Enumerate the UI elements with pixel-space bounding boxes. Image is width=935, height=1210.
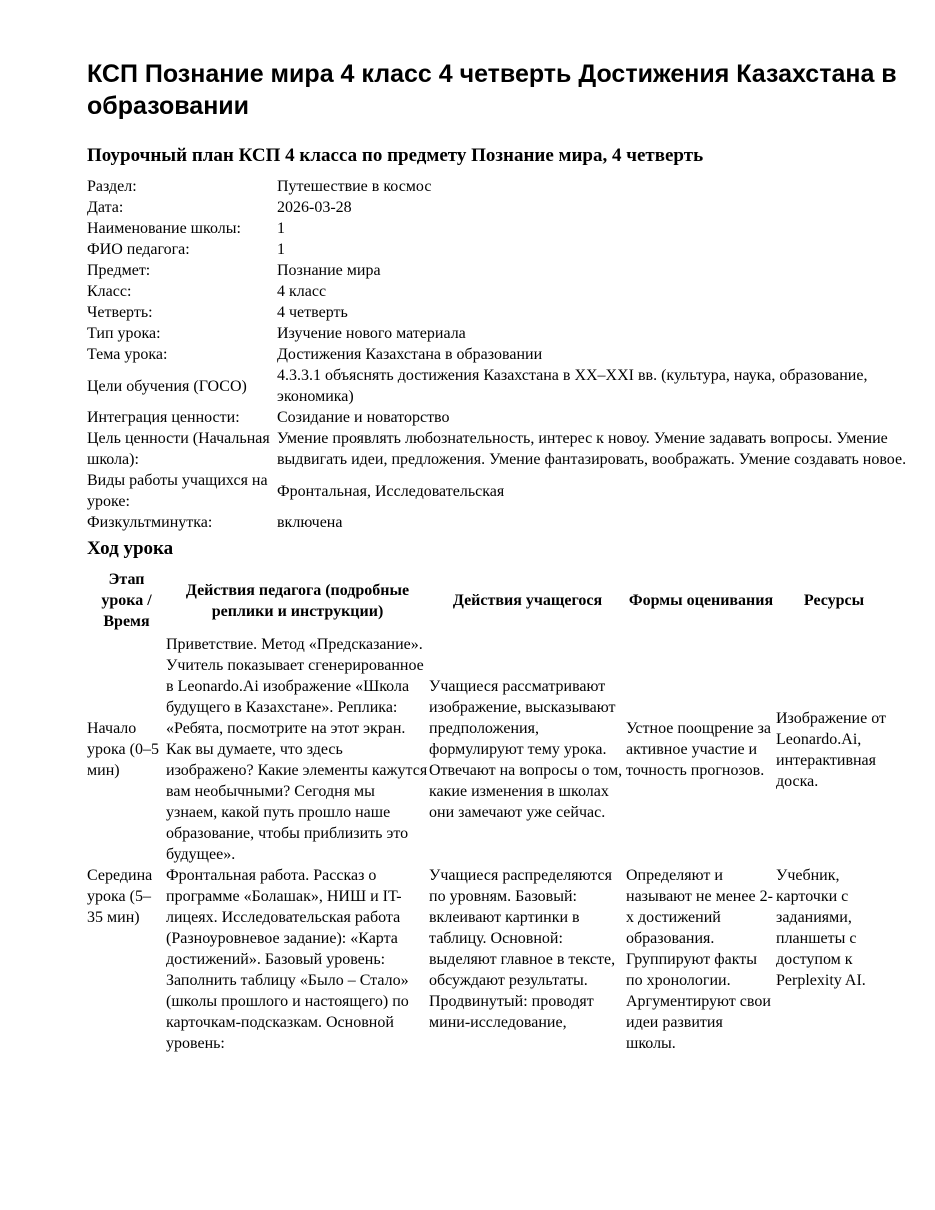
document-title: КСП Познание мира 4 класс 4 четверть Достижения Казахстана в образовании xyxy=(87,60,897,120)
info-value: 4.3.3.1 объяснять достижения Казахстана в ХХ–XXI вв. (культура, наука, образование, экономика) xyxy=(277,367,868,405)
plan-header-row xyxy=(87,567,892,634)
info-value: Умение проявлять любознательность, интерес к новоу. Умение задавать вопросы. Умение выдвигать идеи, предложения. Умение фантазировать, воображать. Умение создавать новое. xyxy=(277,430,907,468)
info-label: Дата: xyxy=(87,199,124,216)
info-row xyxy=(87,239,907,260)
info-row xyxy=(87,260,907,281)
document-page xyxy=(87,58,907,1054)
info-label: Предмет: xyxy=(87,262,151,279)
document-subtitle: Поурочный план КСП 4 класса по предмету Познание мира, 4 четверть xyxy=(87,145,704,166)
info-row xyxy=(87,512,907,533)
info-row xyxy=(87,218,907,239)
teacher-actions-cell: Приветствие. Метод «Предсказание». Учитель показывает сгенерированное в Leonardo.Ai изображение «Школа будущего в Казахстане». Реплика: «Ребята, посмотрите на этот экран. Как вы думаете, что здесь изображено? Какие элементы кажутся вам необычными? Сегодня мы узнаем, какой путь прошло наше образование, чтобы приблизить это будущее». xyxy=(166,636,428,863)
info-label: ФИО педагога: xyxy=(87,241,190,258)
info-value: Созидание и новаторство xyxy=(277,409,450,426)
info-label: Цели обучения (ГОСО) xyxy=(87,377,247,395)
info-value: Фронтальная, Исследовательская xyxy=(277,482,505,500)
info-row xyxy=(87,176,907,197)
lesson-info-table xyxy=(87,176,907,533)
lesson-plan-table xyxy=(87,567,892,1054)
plan-row-middle xyxy=(87,865,892,1054)
info-value: Познание мира xyxy=(277,262,381,279)
assessment-cell: Определяют и называют не менее 2-х достижений образования. Группируют факты по хронологии. Аргументируют свои идеи развития школы. xyxy=(626,867,773,1052)
info-row xyxy=(87,302,907,323)
info-row xyxy=(87,428,907,470)
header-stage: Этап урока / Время xyxy=(101,571,152,630)
student-actions-cell: Учащиеся рассматривают изображение, высказывают предположения, формулируют тему урока. Отвечают на вопросы о том, какие изменения в школах они замечают уже сейчас. xyxy=(429,678,623,821)
info-row xyxy=(87,365,907,407)
info-value: Достижения Казахстана в образовании xyxy=(277,346,543,363)
info-label: Тип урока: xyxy=(87,325,161,342)
info-label: Класс: xyxy=(87,283,132,300)
info-value: 4 класс xyxy=(277,283,327,300)
stage-cell: Начало урока (0–5 мин) xyxy=(87,720,159,779)
teacher-actions-cell: Фронтальная работа. Рассказ о программе «Болашак», НИШ и IT-лицеях. Исследовательская работа (Разноуровневое задание): «Карта достижений». Базовый уровень: Заполнить таблицу «Было – Стало» (школы прошлого и настоящего) по карточкам-подсказкам. Основной уровень: xyxy=(166,867,409,1052)
header-assessment: Формы оценивания xyxy=(628,592,774,609)
header-student-actions: Действия учащегося xyxy=(452,592,603,609)
info-row xyxy=(87,323,907,344)
info-label: Тема урока: xyxy=(87,346,168,363)
info-label: Четверть: xyxy=(87,304,153,321)
info-value: Изучение нового материала xyxy=(277,325,466,342)
info-row xyxy=(87,470,907,512)
info-label: Физкультминутка: xyxy=(87,514,213,531)
info-value: 1 xyxy=(277,220,285,237)
info-value: 1 xyxy=(277,241,285,258)
info-label: Наименование школы: xyxy=(87,220,241,237)
info-value: 4 четверть xyxy=(277,304,348,321)
info-label: Интеграция ценности: xyxy=(87,409,240,426)
student-actions-cell: Учащиеся распределяются по уровням. Базовый: вклеивают картинки в таблицу. Основной: выделяют главное в тексте, обсуждают результаты. Продвинутый: проводят мини-исследование, xyxy=(429,867,616,1031)
info-value: 2026-03-28 xyxy=(277,199,352,216)
info-row xyxy=(87,197,907,218)
assessment-cell: Устное поощрение за активное участие и точность прогнозов. xyxy=(626,720,771,779)
info-label: Цель ценности (Начальная школа): xyxy=(87,430,270,468)
resources-cell: Изображение от Leonardo.Ai, интерактивная доска. xyxy=(776,709,886,790)
plan-row-start xyxy=(87,634,892,865)
info-label: Раздел: xyxy=(87,178,137,195)
header-resources: Ресурсы xyxy=(803,592,865,609)
info-row xyxy=(87,407,907,428)
info-value: включена xyxy=(277,514,343,531)
resources-cell: Учебник, карточки с заданиями, планшеты с доступом к Perplexity AI. xyxy=(776,867,866,989)
stage-cell: Середина урока (5–35 мин) xyxy=(87,867,153,926)
info-label: Виды работы учащихся на уроке: xyxy=(87,472,268,510)
lesson-progress-heading: Ход урока xyxy=(87,538,174,559)
info-row xyxy=(87,281,907,302)
header-teacher-actions: Действия педагога (подробные реплики и инструкции) xyxy=(185,581,410,620)
info-row xyxy=(87,344,907,365)
info-value: Путешествие в космос xyxy=(277,178,432,195)
